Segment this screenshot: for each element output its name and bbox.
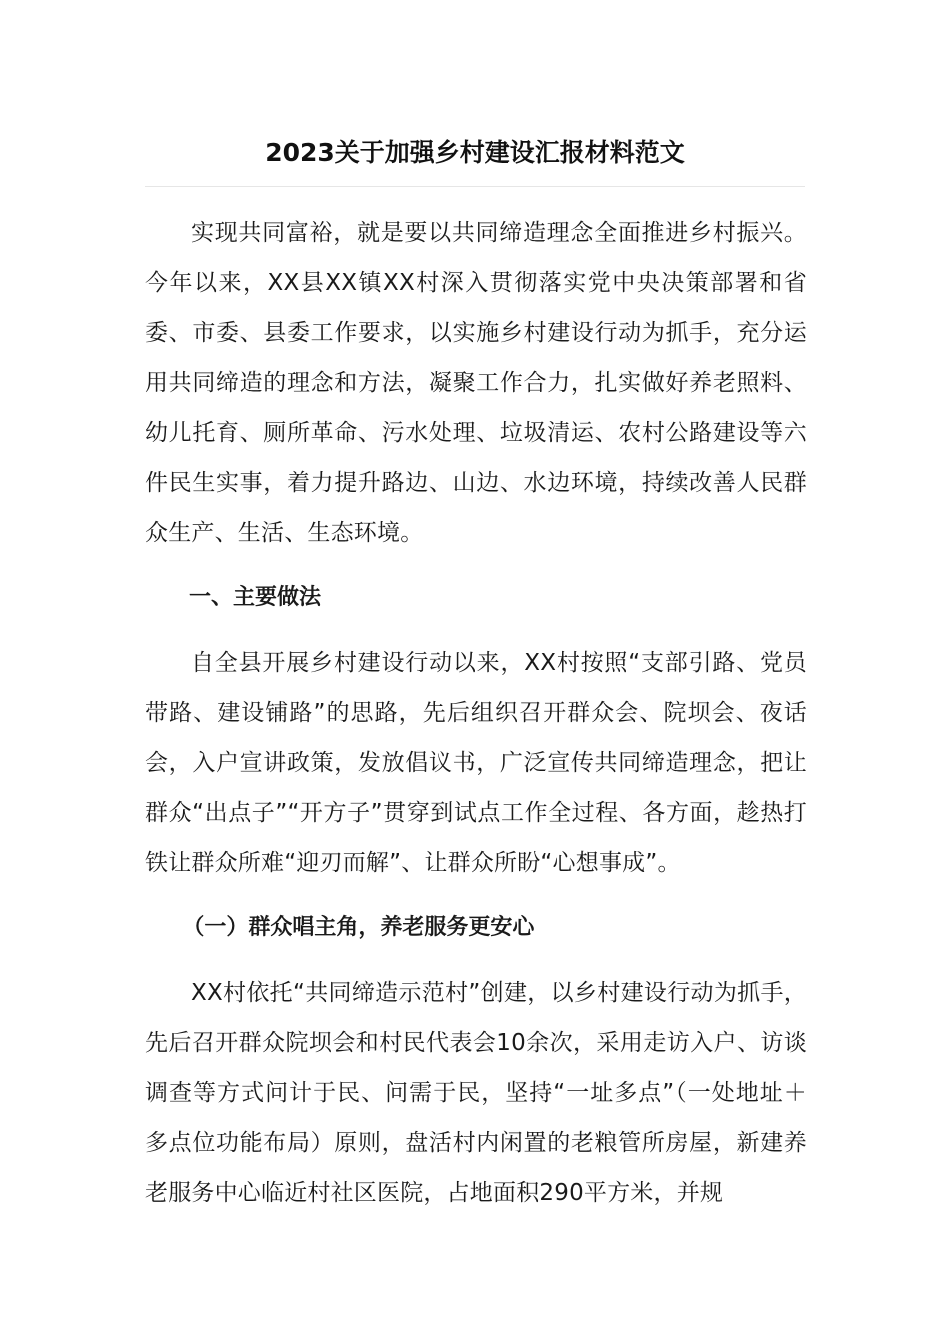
section-heading-main-practices: 一、主要做法 xyxy=(189,585,322,610)
practices-paragraph: 自全县开展乡村建设行动以来，XX村按照“支部引路、党员带路、建设铺路”的思路，先后组织召开群众会、院坝会、夜话会，入户宣讲政策，发放倡议书，广泛宣传共同缔造理念，把让群众“出点子”“开方子”贯穿到试点工作全过程、各方面，趁热打铁让群众所难“迎刃而解”、让群众所盼“心想事成”。 xyxy=(145,650,807,876)
subsection-heading-elderly-care: （一）群众唱主角，养老服务更安心 xyxy=(182,915,535,940)
document-body xyxy=(145,184,807,1233)
document-title: 2023关于加强乡村建设汇报材料范文 xyxy=(265,138,685,167)
elderly-care-paragraph: XX村依托“共同缔造示范村”创建，以乡村建设行动为抓手，先后召开群众院坝会和村民代表会10余次，采用走访入户、访谈调查等方式问计于民、问需于民，坚持“一址多点”（一处地址＋多点位功能布局）原则，盘活村内闲置的老粮管所房屋，新建养老服务中心临近村社区医院，占地面积290平方米，并规 xyxy=(145,980,807,1206)
intro-paragraph: 实现共同富裕，就是要以共同缔造理念全面推进乡村振兴。今年以来，XX县XX镇XX村深入贯彻落实党中央决策部署和省委、市委、县委工作要求，以实施乡村建设行动为抓手，充分运用共同缔造的理念和方法，凝聚工作合力，扎实做好养老照料、幼儿托育、厕所革命、污水处理、垃圾清运、农村公路建设等六件民生实事，着力提升路边、山边、水边环境，持续改善人民群众生产、生活、生态环境。 xyxy=(145,220,807,546)
